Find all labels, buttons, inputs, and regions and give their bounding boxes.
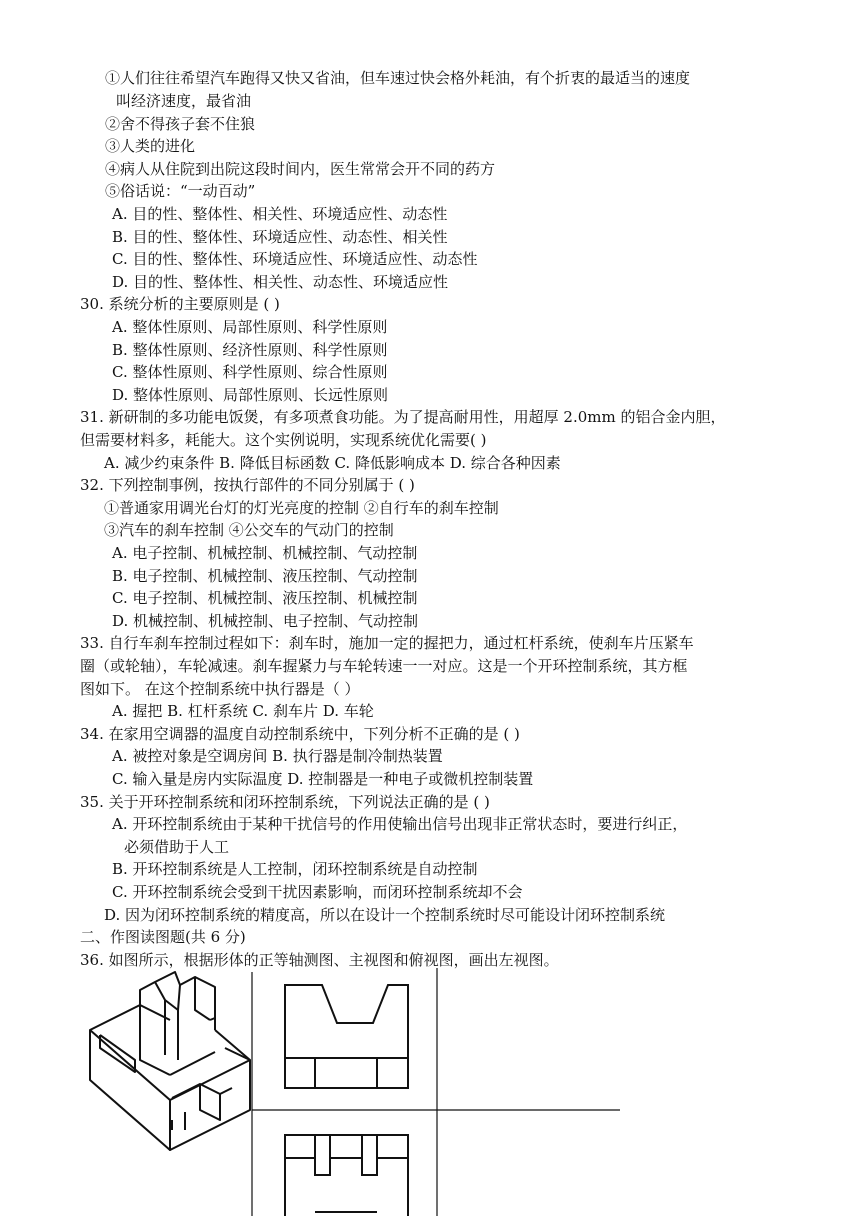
q29-option-c: C. 目的性、整体性、环境适应性、环境适应性、动态性	[112, 250, 478, 268]
drawing-figure	[0, 965, 860, 1216]
front-view	[285, 985, 408, 1088]
q32-option-a: A. 电子控制、机械控制、机械控制、气动控制	[112, 544, 418, 562]
q29-option-a: A. 目的性、整体性、相关性、环境适应性、动态性	[112, 205, 448, 223]
q35-option-a-cont: 必须借助于人工	[124, 838, 230, 856]
q30-option-c: C. 整体性原则、科学性原则、综合性原则	[112, 363, 388, 381]
q30-option-d: D. 整体性原则、局部性原则、长远性原则	[112, 386, 389, 404]
q34-options-ab: A. 被控对象是空调房间 B. 执行器是制冷制热装置	[112, 747, 443, 765]
q29-item-4: ④病人从住院到出院这段时间内，医生常常会开不同的药方	[105, 160, 496, 178]
q33-stem-cont2: 图如下。 在这个控制系统中执行器是（ ）	[80, 680, 360, 698]
q32-stem: 32. 下列控制事例，按执行部件的不同分别属于 ( )	[80, 476, 415, 494]
q30-stem: 30. 系统分析的主要原则是 ( )	[80, 295, 280, 313]
q34-options-cd: C. 输入量是房内实际温度 D. 控制器是一种电子或微机控制装置	[112, 770, 534, 788]
q35-option-d: D. 因为闭环控制系统的精度高，所以在设计一个控制系统时尽可能设计闭环控制系统	[104, 906, 666, 924]
q29-item-1: ①人们往往希望汽车跑得又快又省油，但车速过快会格外耗油，有个折衷的最适当的速度	[105, 69, 691, 87]
top-view	[285, 1135, 408, 1216]
q29-item-2: ②舍不得孩子套不住狼	[105, 115, 256, 133]
q33-options: A. 握把 B. 杠杆系统 C. 刹车片 D. 车轮	[112, 702, 374, 720]
q36-stem: 36. 如图所示，根据形体的正等轴测图、主视图和俯视图，画出左视图。	[80, 951, 559, 969]
q29-option-b: B. 目的性、整体性、环境适应性、动态性、相关性	[112, 228, 448, 246]
q33-stem: 33. 自行车刹车控制过程如下：刹车时，施加一定的握把力，通过杠杆系统，使刹车片压紧车	[80, 634, 694, 652]
q31-options: A. 减少约束条件 B. 降低目标函数 C. 降低影响成本 D. 综合各种因素	[104, 454, 561, 472]
q35-option-a: A. 开环控制系统由于某种干扰信号的作用使输出信号出现非正常状态时，要进行纠正，	[112, 815, 688, 833]
q32-option-d: D. 机械控制、机械控制、电子控制、气动控制	[112, 612, 419, 630]
q31-stem-cont: 但需要材料多，耗能大。这个实例说明，实现系统优化需要( )	[80, 431, 487, 449]
q29-item-1-cont: 叫经济速度，最省油	[116, 92, 252, 110]
q32-option-c: C. 电子控制、机械控制、液压控制、机械控制	[112, 589, 418, 607]
q35-option-b: B. 开环控制系统是人工控制，闭环控制系统是自动控制	[112, 860, 478, 878]
q35-option-c: C. 开环控制系统会受到干扰因素影响，而闭环控制系统却不会	[112, 883, 523, 901]
q34-stem: 34. 在家用空调器的温度自动控制系统中，下列分析不正确的是 ( )	[80, 725, 520, 743]
section-2-heading: 二、作图读图题(共 6 分)	[80, 928, 246, 946]
q31-stem: 31. 新研制的多功能电饭煲，有多项煮食功能。为了提高耐用性，用超厚 2.0mm 的铝合金内胆，	[80, 408, 726, 426]
q32-items-1: ①普通家用调光台灯的灯光亮度的控制 ②自行车的刹车控制	[104, 499, 499, 517]
q30-option-a: A. 整体性原则、局部性原则、科学性原则	[112, 318, 388, 336]
q35-stem: 35. 关于开环控制系统和闭环控制系统，下列说法正确的是 ( )	[80, 793, 490, 811]
q29-item-5: ⑤俗话说：“一动百动”	[105, 182, 256, 200]
q29-item-3: ③人类的进化	[105, 137, 196, 155]
q33-stem-cont: 圈（或轮轴），车轮减速。刹车握紧力与车轮转速一一对应。这是一个开环控制系统，其方框	[80, 657, 688, 675]
q32-items-2: ③汽车的刹车控制 ④公交车的气动门的控制	[104, 521, 394, 539]
q32-option-b: B. 电子控制、机械控制、液压控制、气动控制	[112, 567, 418, 585]
isometric-view	[90, 972, 250, 1150]
q30-option-b: B. 整体性原则、经济性原则、科学性原则	[112, 341, 388, 359]
q29-option-d: D. 目的性、整体性、相关性、动态性、环境适应性	[112, 273, 449, 291]
projection-axes	[252, 968, 620, 1216]
